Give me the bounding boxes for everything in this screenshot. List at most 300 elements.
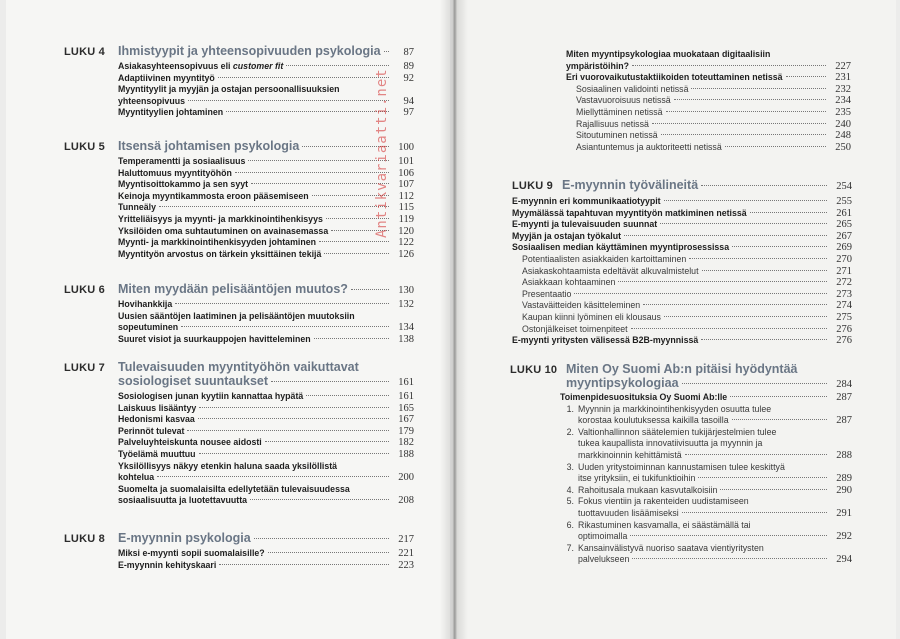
entry-title-emphasis: customer fit <box>232 61 284 71</box>
entry-title: Perinnöt tulevat <box>118 425 185 436</box>
page-number: 290 <box>836 484 852 496</box>
entry-title-line: Yksilöllisyys näkyy etenkin haluna saada yksilöllistä <box>118 460 338 471</box>
chapter-title-block <box>566 362 852 390</box>
chapter-heading[interactable] <box>64 360 414 388</box>
dot-leader <box>631 328 827 329</box>
dot-leader <box>324 253 389 254</box>
dot-leader <box>643 304 827 305</box>
dot-leader <box>689 258 827 259</box>
page-number: 100 <box>398 142 414 153</box>
item-last-line <box>578 473 852 485</box>
toc-entry[interactable] <box>566 142 851 154</box>
entry-title: Myynti- ja markkinointihenkisyyden johtaminen <box>118 237 316 248</box>
toc-entry[interactable] <box>118 334 414 346</box>
recommendation-item[interactable] <box>560 427 852 462</box>
item-last-line <box>578 531 852 543</box>
toc-entry[interactable] <box>118 61 414 73</box>
page-number: 101 <box>398 156 414 167</box>
toc-entry[interactable] <box>118 403 414 415</box>
dot-leader <box>660 223 827 224</box>
dot-leader <box>219 564 389 565</box>
toc-entry[interactable] <box>118 449 414 461</box>
item-body <box>578 496 852 519</box>
dot-leader <box>691 88 826 89</box>
item-text: Kansainvälistyvä nuoriso saatava vientiyritysten <box>578 542 764 553</box>
page-number: 294 <box>836 554 852 566</box>
dot-leader <box>235 172 389 173</box>
page-number: 138 <box>398 333 414 345</box>
toc-entry[interactable] <box>118 299 414 311</box>
recommendation-item[interactable] <box>560 520 852 543</box>
chapter-title-line: Tulevaisuuden myyntityöhön vaikuttavat <box>118 360 359 374</box>
entry-title: Tunneäly <box>118 202 156 213</box>
entry-title-line: Suomelta ja suomalaisilta edellytetään tulevaisuudessa <box>118 483 350 494</box>
toc-entry[interactable] <box>512 277 852 289</box>
dot-leader <box>248 160 389 161</box>
page-number: 291 <box>836 507 852 519</box>
item-text: Fokus vientiin ja rakenteiden uudistamiseen <box>578 496 749 507</box>
entry-title: Asiakkaan kohtaaminen <box>522 277 616 288</box>
toc-entry[interactable] <box>566 130 851 142</box>
toc-entry[interactable] <box>566 95 851 107</box>
chapter-label: LUKU 10 <box>510 364 558 376</box>
dot-leader <box>199 453 389 454</box>
toc-entry[interactable] <box>512 289 852 301</box>
page-number: 200 <box>398 472 414 484</box>
page-number: 208 <box>398 495 414 507</box>
toc-entry[interactable] <box>512 300 852 312</box>
page-number: 276 <box>836 335 852 347</box>
dot-leader <box>271 381 389 382</box>
item-number: 6. <box>566 519 574 530</box>
entry-title: E-myynnin kehityskaari <box>118 559 217 570</box>
item-body <box>578 427 852 462</box>
right-page <box>456 0 896 639</box>
toc-entry-multiline[interactable] <box>118 311 414 334</box>
dot-leader <box>181 326 389 327</box>
entry-title: Myyjän ja ostajan työkalut <box>512 230 622 241</box>
dot-leader <box>157 476 389 477</box>
chapter-label: LUKU 7 <box>64 362 105 374</box>
dot-leader <box>664 316 827 317</box>
entry-title: Haluttomuus myyntityöhön <box>118 167 232 178</box>
chapter-block <box>64 282 414 345</box>
dot-leader <box>250 499 389 500</box>
toc-entry[interactable] <box>560 392 852 404</box>
toc-entry[interactable] <box>512 254 852 266</box>
chapter-entries <box>118 299 414 345</box>
dot-leader <box>314 338 389 339</box>
toc-entry[interactable] <box>118 96 414 108</box>
dot-leader <box>750 212 827 213</box>
chapter-entries <box>118 61 414 119</box>
page-number: 250 <box>835 141 851 153</box>
page-number: 87 <box>403 47 414 58</box>
chapter-entries <box>118 391 414 507</box>
chapter-heading[interactable] <box>64 531 414 545</box>
dot-leader <box>574 293 827 294</box>
page-number: 106 <box>398 167 414 179</box>
entry-title: yhteensopivuus <box>118 95 185 106</box>
dot-leader <box>732 419 827 420</box>
entry-title: Toimenpidesuosituksia Oy Suomi Ab:lle <box>560 392 728 402</box>
chapter-title <box>118 44 414 58</box>
chapter-entries <box>560 392 852 566</box>
page-number: 132 <box>398 299 414 310</box>
page-number: 261 <box>836 207 852 219</box>
toc-entry[interactable] <box>118 426 414 438</box>
entry-title: Myyntityön arvostus on tärkein yksittäinen tekijä <box>118 248 322 259</box>
dot-leader <box>251 183 389 184</box>
toc-entry-multiline[interactable] <box>566 49 851 72</box>
page-number: 265 <box>836 219 852 231</box>
page-number: 273 <box>836 288 852 300</box>
toc-entry[interactable] <box>512 312 852 324</box>
entry-title: Yksilöiden oma suhtautuminen on avainasemassa <box>118 225 329 236</box>
toc-entry[interactable] <box>512 219 852 231</box>
toc-entry[interactable] <box>118 202 414 214</box>
entry-title: Eri vuorovaikutustaktiikoiden toteuttaminen netissä <box>566 72 783 83</box>
item-text: Uuden yritystoiminnan kannustamisen tulee keskittyä <box>578 461 785 472</box>
page-number: 223 <box>398 559 414 571</box>
page-number: 112 <box>398 190 414 202</box>
toc-entry[interactable] <box>118 226 414 238</box>
recommendation-item[interactable] <box>560 485 852 497</box>
toc-entry[interactable] <box>566 84 851 96</box>
chapter-block <box>64 360 414 507</box>
item-text: tuottavuuden lisäämiseksi <box>578 507 679 518</box>
page-number: 97 <box>403 107 414 119</box>
chapter-block <box>64 531 414 571</box>
toc-entry[interactable] <box>118 107 414 119</box>
entry-title: sopeutuminen <box>118 322 179 333</box>
toc-entry[interactable] <box>118 156 414 168</box>
chapter-title-row <box>566 376 852 390</box>
dot-leader <box>265 441 389 442</box>
toc-entry[interactable] <box>118 560 414 572</box>
item-number: 4. <box>566 484 574 495</box>
item-last-line <box>578 485 852 497</box>
book-gutter <box>440 0 468 639</box>
toc-entry-multiline[interactable] <box>118 461 414 484</box>
entry-title: Yritteliäisyys ja myynti- ja markkinointihenkisyys <box>118 213 323 224</box>
toc-entry[interactable] <box>566 72 851 84</box>
entry-title: Hedonismi kasvaa <box>118 414 195 425</box>
entry-title-line: Myyntityylit ja myyjän ja ostajan persoonallisuuksien <box>118 84 340 95</box>
page-number: 227 <box>835 60 851 72</box>
page-number: 221 <box>398 548 414 559</box>
chapter-label: LUKU 9 <box>512 180 553 192</box>
dot-leader <box>786 76 826 77</box>
dot-leader <box>698 477 827 478</box>
toc-entry[interactable] <box>118 249 414 261</box>
page-number: 167 <box>398 414 414 426</box>
dot-leader <box>630 535 827 536</box>
page-number: 292 <box>836 531 852 543</box>
dot-leader <box>666 111 826 112</box>
dot-leader <box>351 289 389 290</box>
dot-leader <box>159 206 389 207</box>
page-number: 287 <box>836 415 852 427</box>
toc-entry[interactable] <box>118 237 414 249</box>
item-number: 5. <box>566 496 574 507</box>
dot-leader <box>306 395 389 396</box>
dot-leader <box>384 51 389 52</box>
dot-leader <box>682 383 827 384</box>
dot-leader <box>702 270 827 271</box>
chapter-title <box>566 362 852 390</box>
chapter-heading[interactable] <box>64 282 414 296</box>
entry-title: E-myynti ja tulevaisuuden suunnat <box>512 219 658 230</box>
chapter-label: LUKU 4 <box>64 46 105 58</box>
dot-leader <box>624 235 827 236</box>
item-number: 3. <box>566 461 574 472</box>
page-number: 254 <box>836 181 852 192</box>
page-number: 179 <box>398 425 414 437</box>
page-number: 272 <box>836 277 852 289</box>
watermark: Antikvariaatti.net <box>374 68 390 238</box>
page-number: 240 <box>835 118 851 130</box>
dot-leader <box>188 100 389 101</box>
toc-entry[interactable] <box>118 322 414 334</box>
entry-title: Sosiologisen junan kyytiin kannattaa hypätä <box>118 391 304 401</box>
dot-leader <box>268 552 389 553</box>
page-number: 271 <box>836 265 852 277</box>
entry-title-line: Uusien sääntöjen laatiminen ja pelisääntöjen muutoksiin <box>118 310 355 321</box>
chapter-title-text: Miten myydään pelisääntöjen muutos? <box>118 282 348 296</box>
entry-title: Asiantuntemus ja auktoriteetti netissä <box>576 141 722 152</box>
entry-title: kohtelua <box>118 472 155 483</box>
chapter-title-text: Ihmistyypit ja yhteensopivuuden psykologia <box>118 44 381 58</box>
page-number: 217 <box>398 534 414 545</box>
page-number: 165 <box>398 402 414 414</box>
item-last-line <box>578 415 852 427</box>
dot-leader <box>226 111 389 112</box>
entry-title: E-myynnin eri kommunikaatiotyypit <box>512 196 661 206</box>
page-number: 288 <box>836 449 852 461</box>
toc-entry[interactable] <box>118 73 414 85</box>
continued-entries <box>566 49 851 153</box>
page-number: 182 <box>398 437 414 449</box>
toc-entry-multiline[interactable] <box>118 84 414 107</box>
recommendation-item[interactable] <box>560 543 852 566</box>
dot-leader <box>652 123 826 124</box>
dot-leader <box>701 185 827 186</box>
toc-entry[interactable] <box>512 231 852 243</box>
toc-entry[interactable] <box>512 208 852 220</box>
chapter-title-block <box>118 360 414 388</box>
chapter-title-line: myyntipsykologiaa <box>566 376 679 390</box>
chapter-title-line: sosiologiset suuntaukset <box>118 374 269 388</box>
chapter-title-text: E-myynnin psykologia <box>118 531 251 545</box>
toc-entry[interactable] <box>118 179 414 191</box>
chapter-heading[interactable] <box>512 178 852 192</box>
entry-title: Myymälässä tapahtuvan myyntityön matkiminen netissä <box>512 207 747 218</box>
page-number: 287 <box>836 392 852 403</box>
entry-title: Ostonjälkeiset toimenpiteet <box>522 323 628 334</box>
chapter-title-text: E-myynnin työvälineitä <box>562 178 699 192</box>
chapter-block <box>64 139 414 260</box>
entry-title: Hovihankkija <box>118 299 173 309</box>
entry-title: E-myynti yritysten välisessä B2B-myynnissä <box>512 335 699 346</box>
chapter-block <box>510 362 852 566</box>
item-body <box>578 485 852 497</box>
entry-title: Myyntityylien johtaminen <box>118 107 224 118</box>
chapter-entries <box>118 548 414 571</box>
page-number: 267 <box>836 230 852 242</box>
item-text: itse yrityksiin, ei tukifunktioihin <box>578 473 696 484</box>
dot-leader <box>199 407 389 408</box>
entry-title: Palveluyhteiskunta nousee aidosti <box>118 437 262 448</box>
item-last-line <box>578 554 852 566</box>
entry-title: Asiakaskohtaamista edeltävät alkuvalmistelut <box>522 265 699 276</box>
dot-leader <box>664 200 827 201</box>
toc-entry[interactable] <box>512 324 852 336</box>
page-number: 115 <box>398 202 414 214</box>
entry-title <box>118 61 283 73</box>
page-number: 107 <box>398 179 414 191</box>
toc-entry[interactable] <box>566 107 851 119</box>
toc-entry[interactable] <box>512 242 852 254</box>
toc-entry[interactable] <box>118 414 414 426</box>
page-number: 269 <box>836 242 852 254</box>
page-number: 270 <box>836 253 852 265</box>
entry-title: Kaupan kiinni lyöminen eli klousaus <box>522 311 661 322</box>
entry-title: sosiaalisuutta ja luotettavuutta <box>118 495 248 506</box>
page-number: 234 <box>835 95 851 107</box>
entry-title: Vastaväitteiden käsitteleminen <box>522 300 641 311</box>
entry-title: Rajallisuus netissä <box>576 118 649 129</box>
recommendation-item[interactable] <box>560 462 852 485</box>
entry-title-line: Miten myyntipsykologiaa muokataan digitaalisiin <box>566 49 771 59</box>
recommendation-item[interactable] <box>560 496 852 519</box>
dot-leader <box>187 430 389 431</box>
toc-entry[interactable] <box>512 266 852 278</box>
chapter-title-line: Miten Oy Suomi Ab:n pitäisi hyödyntää <box>566 362 798 376</box>
chapter-block <box>64 44 414 119</box>
dot-leader <box>725 146 826 147</box>
entry-title-part: Asiakasyhteensopivuus eli <box>118 61 233 71</box>
entry-title: Sosiaalisen median käyttäminen myyntiprosessissa <box>512 242 730 253</box>
chapter-heading[interactable] <box>64 44 414 58</box>
dot-leader <box>319 241 389 242</box>
entry-title: Myyntisoittokammo ja sen syyt <box>118 179 249 190</box>
dot-leader <box>632 558 827 559</box>
item-body <box>578 543 852 566</box>
entry-title: Temperamentti ja sosiaalisuus <box>118 156 246 166</box>
toc-entry[interactable] <box>118 191 414 203</box>
item-body <box>578 404 852 427</box>
dot-leader <box>720 489 827 490</box>
entry-title: Sosiaalinen validointi netissä <box>576 83 689 94</box>
page-number: 289 <box>836 473 852 485</box>
item-number: 7. <box>566 542 574 553</box>
dot-leader <box>685 454 827 455</box>
chapter-heading[interactable] <box>64 139 414 153</box>
chapter-label: LUKU 8 <box>64 533 105 545</box>
recommendation-item[interactable] <box>560 404 852 427</box>
item-text: Myynnin ja markkinointihenkisyyden osuutta tulee <box>578 403 772 414</box>
toc-entry[interactable] <box>512 196 852 208</box>
item-text: tukea kaupallista innovatiivisuutta ja myynnin ja <box>578 438 763 449</box>
toc-entry[interactable] <box>118 495 414 507</box>
toc-entry[interactable] <box>118 214 414 226</box>
toc-entry[interactable] <box>512 335 852 347</box>
dot-leader <box>732 246 827 247</box>
toc-entry[interactable] <box>118 548 414 560</box>
chapter-entries <box>118 156 414 260</box>
page-number: 119 <box>398 213 414 225</box>
page-number: 255 <box>836 196 852 207</box>
page-number: 126 <box>398 248 414 260</box>
entry-title: Adaptiivinen myyntityö <box>118 72 215 83</box>
toc-entry-multiline[interactable] <box>118 484 414 507</box>
page-number: 161 <box>398 377 414 388</box>
page-number: 130 <box>398 285 414 296</box>
chapter-title-text: Itsensä johtamisen psykologia <box>118 139 300 153</box>
toc-entry[interactable] <box>118 168 414 180</box>
chapter-title <box>118 531 414 545</box>
entry-title: Keinoja myyntikammosta eroon pääsemiseen <box>118 190 309 201</box>
page-number: 188 <box>398 448 414 460</box>
item-number: 1. <box>566 403 574 414</box>
dot-leader <box>218 77 389 78</box>
item-text: korostaa koulutuksessa kaikilla tasoilla <box>578 415 729 426</box>
toc-entry[interactable] <box>118 391 414 403</box>
chapter-label: LUKU 5 <box>64 141 105 153</box>
page-number: 276 <box>836 323 852 335</box>
toc-entry[interactable] <box>566 61 851 73</box>
chapter-title <box>118 282 414 296</box>
page-number: 231 <box>835 72 851 84</box>
page-number: 94 <box>403 95 414 107</box>
page-number: 120 <box>398 225 414 237</box>
entry-title: Presentaatio <box>522 288 572 299</box>
page-number: 89 <box>403 61 414 72</box>
item-text: palvelukseen <box>578 554 630 565</box>
toc-entry[interactable] <box>118 437 414 449</box>
page-number: 232 <box>835 83 851 95</box>
entry-title: Miellyttäminen netissä <box>576 106 663 117</box>
dot-leader <box>701 339 827 340</box>
item-text: Valtionhallinnon säätelemien tukijärjestelmien tulee <box>578 426 777 437</box>
toc-entry[interactable] <box>118 472 414 484</box>
page-number: 275 <box>836 311 852 323</box>
toc-entry[interactable] <box>566 119 851 131</box>
chapter-title <box>118 139 414 153</box>
page-number: 274 <box>836 300 852 312</box>
dot-leader <box>618 281 827 282</box>
entry-title: Suuret visiot ja suurkauppojen havitteleminen <box>118 333 311 344</box>
chapter-heading[interactable] <box>510 362 852 390</box>
entry-title: ympäristöihin? <box>566 60 630 71</box>
entry-title: Työelämä muuttuu <box>118 448 196 459</box>
dot-leader <box>674 99 826 100</box>
page-number: 122 <box>398 237 414 249</box>
dot-leader <box>632 65 826 66</box>
item-body <box>578 520 852 543</box>
entry-title: Vastavuoroisuus netissä <box>576 95 671 106</box>
page-number: 235 <box>835 106 851 118</box>
dot-leader <box>661 134 826 135</box>
page-number: 248 <box>835 130 851 142</box>
chapter-label: LUKU 6 <box>64 284 105 296</box>
item-number: 2. <box>566 426 574 437</box>
dot-leader <box>682 512 827 513</box>
entry-title: Sitoutuminen netissä <box>576 130 658 141</box>
item-last-line <box>578 508 852 520</box>
chapter-entries <box>512 196 852 347</box>
